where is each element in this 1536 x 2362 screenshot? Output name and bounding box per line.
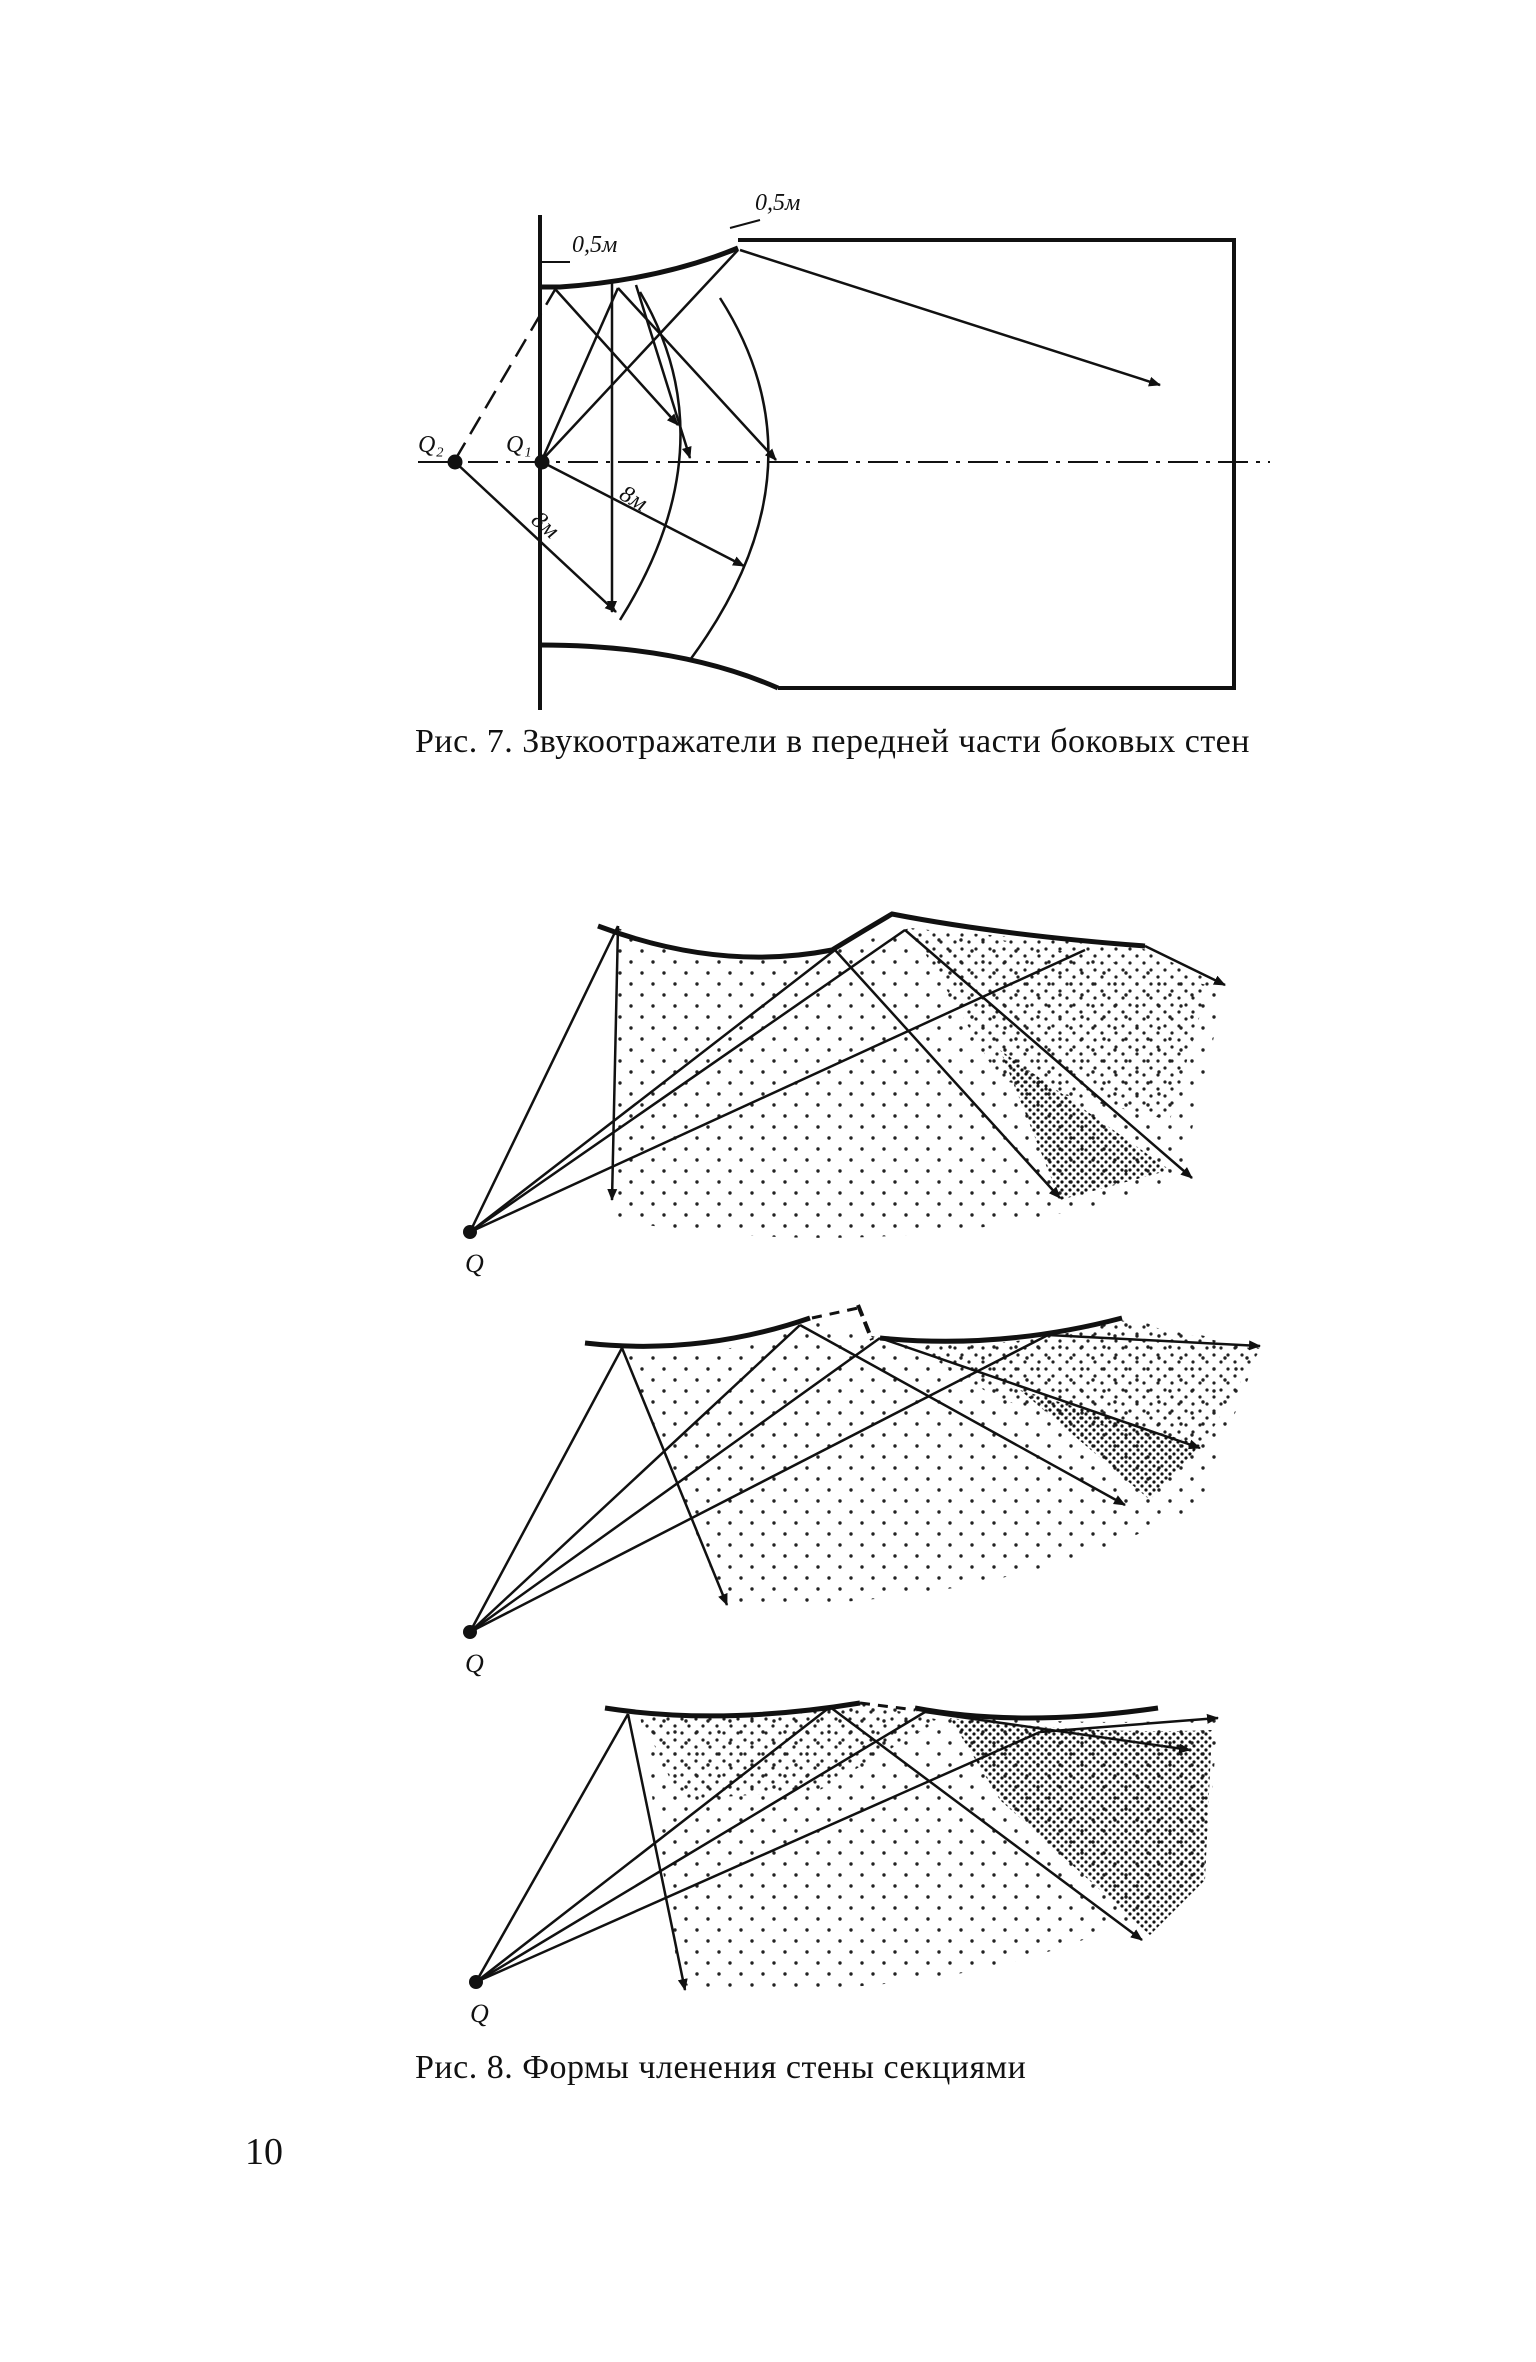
arc-outer — [690, 298, 768, 660]
figure-8-caption: Рис. 8. Формы членения стены секциями — [415, 2049, 1027, 2086]
label-q-panel-3: Q — [470, 1999, 489, 2028]
source-q2 — [448, 455, 462, 469]
source-q-panel-1 — [463, 1225, 477, 1239]
figure-8-panel-3 — [469, 1703, 1218, 1990]
page-number: 10 — [245, 2131, 283, 2173]
bottom-reflector — [540, 645, 778, 688]
source-q-panel-3 — [469, 1975, 483, 1989]
figure-8-panel-2 — [463, 1305, 1260, 1639]
figure-8-panel-1 — [463, 914, 1225, 1239]
figure-7-diagram — [418, 215, 1270, 710]
figure-7-caption: Рис. 7. Звукоотражатели в передней части боковых стен — [415, 723, 1250, 760]
source-q1 — [535, 455, 549, 469]
source-q-panel-2 — [463, 1625, 477, 1639]
label-dist-upper: 8м — [615, 480, 652, 517]
label-q-panel-2: Q — [465, 1649, 484, 1678]
label-q1: Q₁ — [506, 432, 532, 458]
label-q2: Q₂ — [418, 432, 444, 458]
label-dim-right: 0,5м — [755, 190, 801, 216]
arc-inner — [620, 292, 681, 620]
label-q-panel-1: Q — [465, 1249, 484, 1278]
label-dist-lower: 8м — [526, 506, 564, 545]
label-dim-left: 0,5м — [572, 232, 618, 258]
hall-outline — [738, 240, 1234, 688]
